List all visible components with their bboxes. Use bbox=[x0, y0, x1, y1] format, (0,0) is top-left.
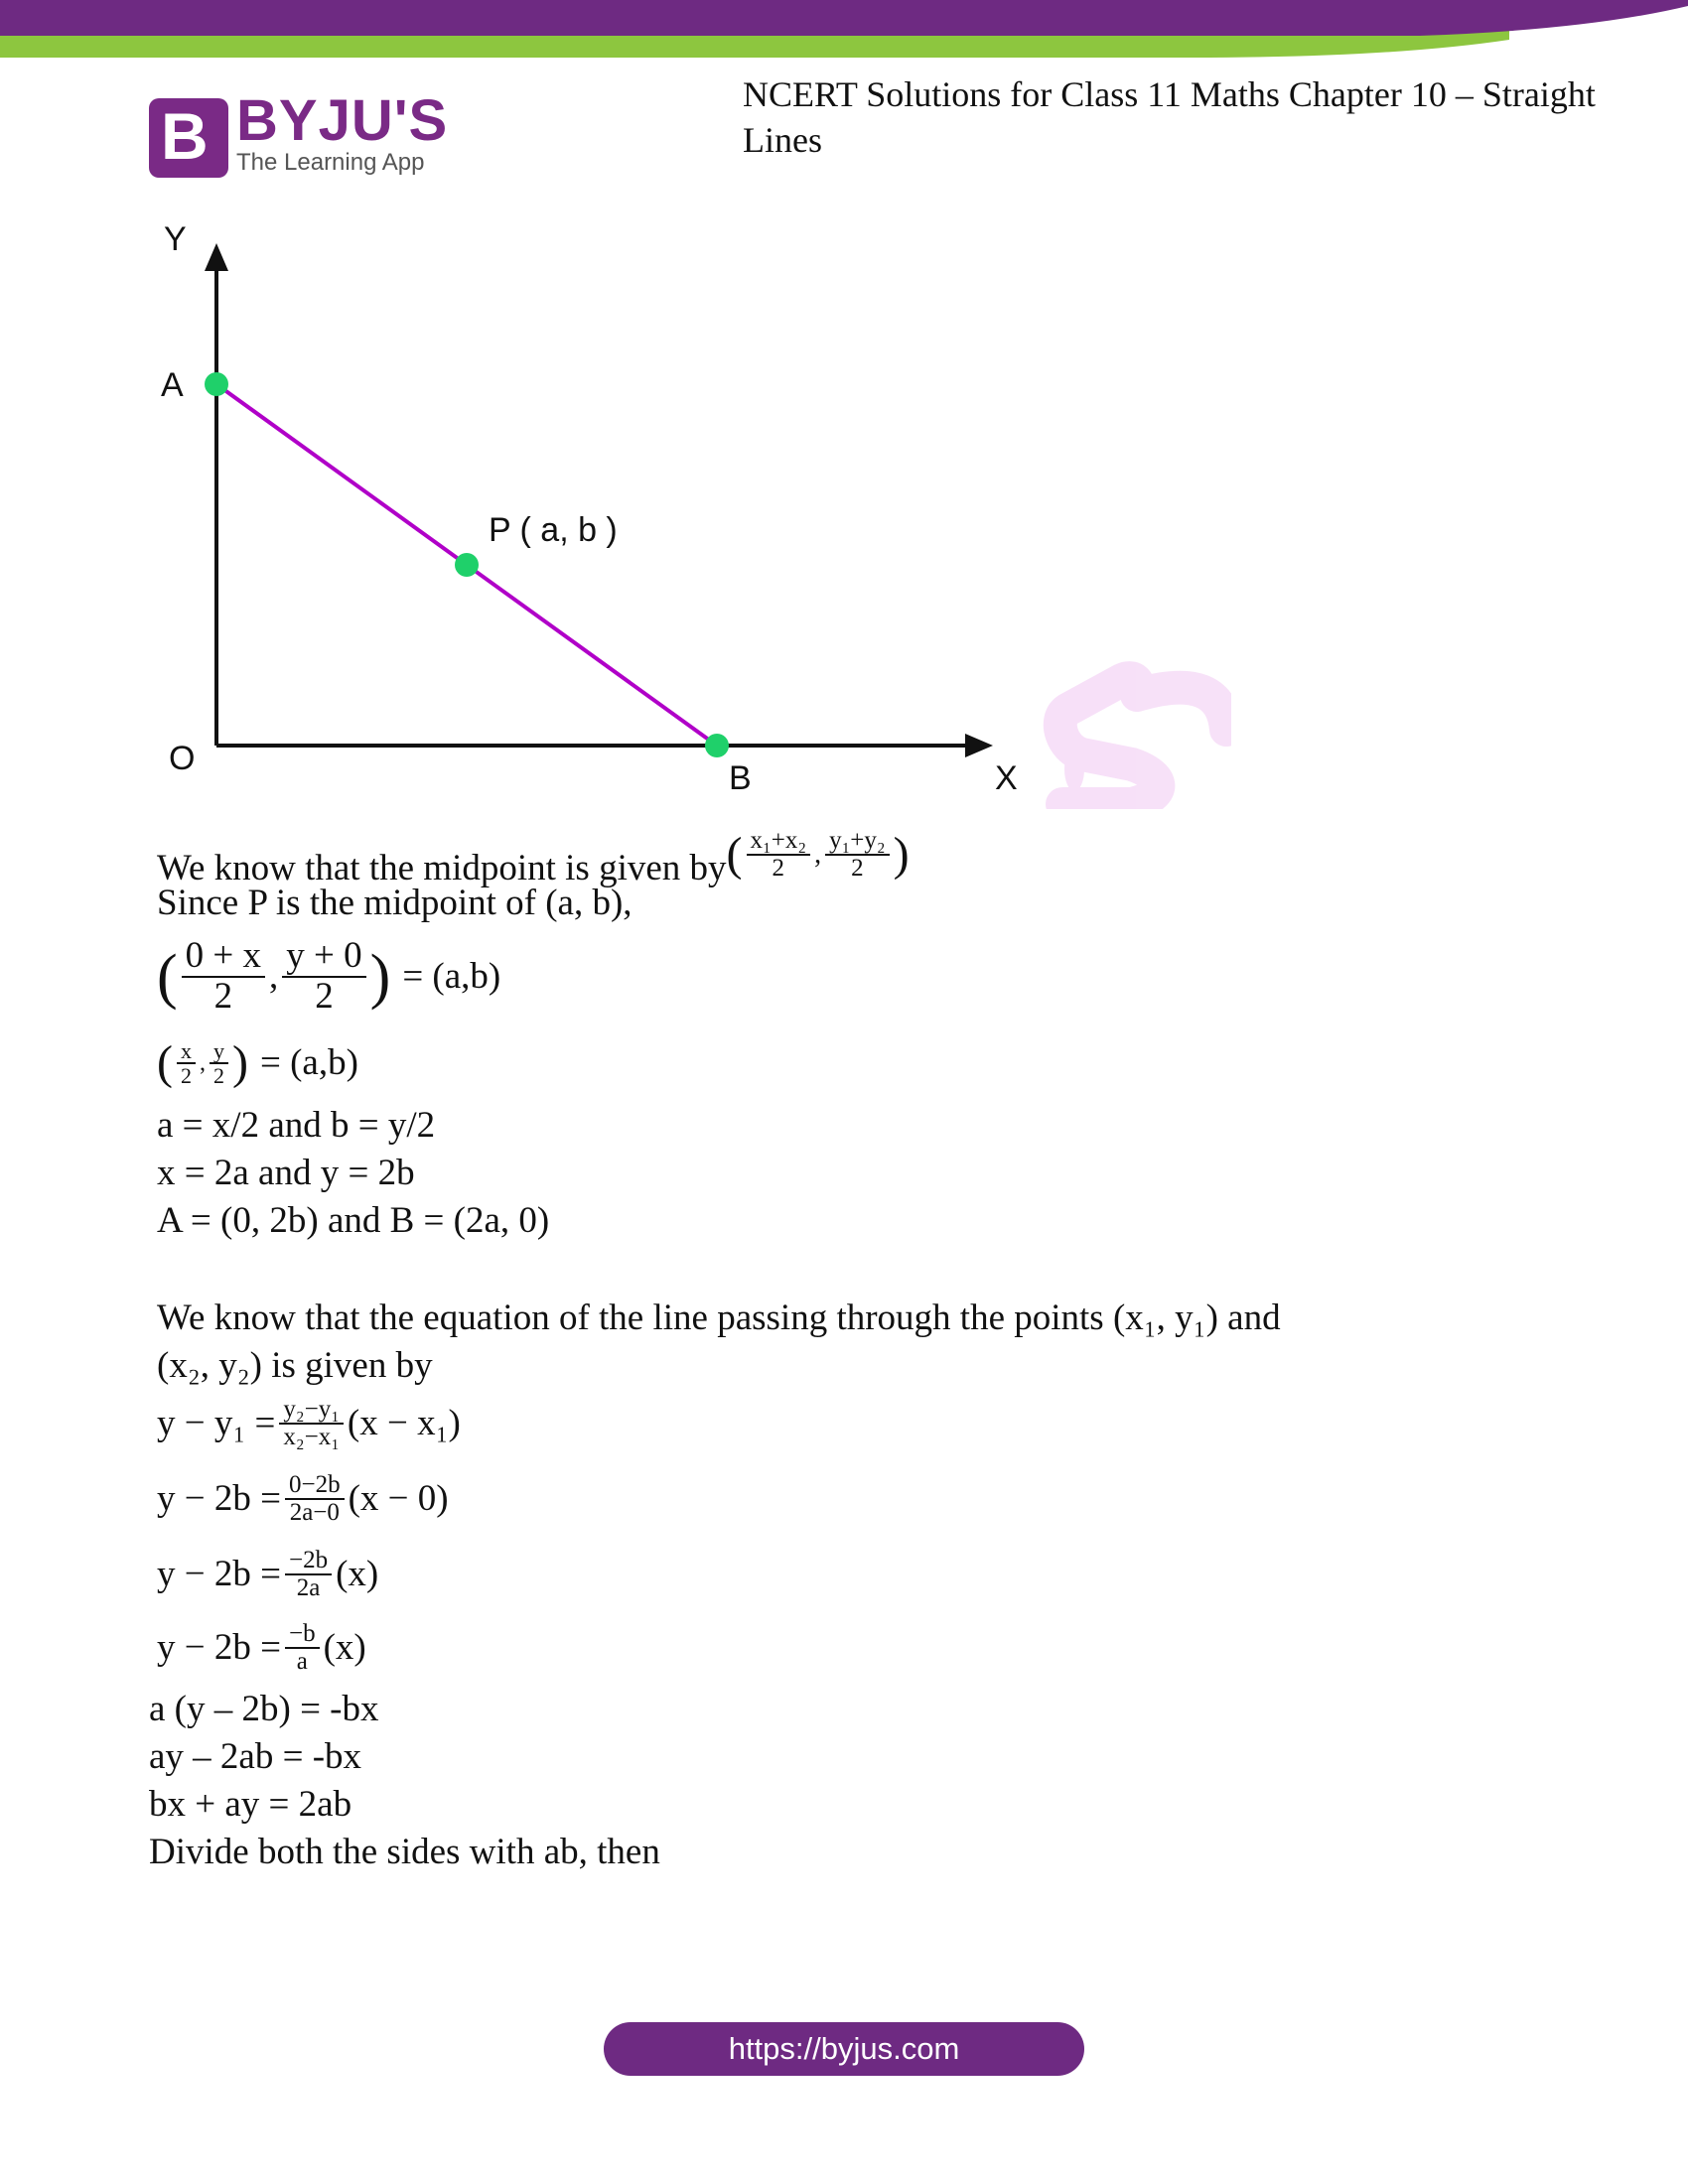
fraction-numerator: y bbox=[210, 1039, 228, 1064]
origin-label: O bbox=[169, 740, 196, 777]
step-2: ay – 2ab = -bx bbox=[149, 1736, 362, 1777]
logo-mark bbox=[149, 98, 228, 178]
open-paren: ( bbox=[726, 828, 743, 881]
equation-6-lhs: y − 2b = bbox=[157, 1627, 281, 1668]
equation-5-fraction bbox=[285, 1548, 332, 1602]
line-equation-intro-1: We know that the equation of the line passing through the points (x₁, y₁) and bbox=[157, 1297, 1281, 1338]
step-1: a (y – 2b) = -bx bbox=[149, 1689, 379, 1729]
equation-1 bbox=[157, 929, 500, 1024]
fraction-denominator: 2 bbox=[212, 1063, 224, 1088]
watermark bbox=[1060, 678, 1226, 804]
coordinate-figure bbox=[139, 213, 1231, 809]
equation-3-fraction bbox=[279, 1397, 344, 1451]
point-p-label: P ( a, b ) bbox=[489, 511, 618, 549]
midpoint-y-fraction bbox=[825, 828, 890, 883]
point-p bbox=[455, 553, 479, 577]
step-4: Divide both the sides with ab, then bbox=[149, 1832, 660, 1872]
equation-2-x-fraction bbox=[177, 1039, 196, 1087]
fraction-denominator: 2 bbox=[180, 1063, 192, 1088]
point-a-label: A bbox=[161, 366, 184, 404]
points-relation: A = (0, 2b) and B = (2a, 0) bbox=[157, 1200, 550, 1241]
equation-5 bbox=[157, 1539, 378, 1610]
close-paren: ) bbox=[369, 943, 391, 1011]
point-b-label: B bbox=[729, 759, 752, 797]
fraction-numerator: −2b bbox=[285, 1548, 332, 1575]
equation-5-rhs: (x) bbox=[336, 1554, 379, 1594]
x-axis-label: X bbox=[995, 759, 1018, 797]
fraction-numerator: x bbox=[177, 1039, 196, 1064]
brand-name: BYJU'S bbox=[236, 88, 449, 153]
y-axis-arrow-icon bbox=[205, 243, 228, 271]
equation-6 bbox=[157, 1612, 366, 1684]
comma: , bbox=[814, 839, 822, 870]
equation-4-rhs: (x − 0) bbox=[348, 1478, 449, 1519]
equation-3-rhs: (x − x₁) bbox=[347, 1403, 461, 1443]
comma: , bbox=[199, 1050, 206, 1076]
equation-4-fraction bbox=[285, 1472, 345, 1527]
equation-2 bbox=[157, 1030, 358, 1096]
fraction-numerator: 0−2b bbox=[285, 1472, 345, 1500]
y-axis-label: Y bbox=[164, 220, 187, 258]
fraction-denominator: a bbox=[296, 1648, 308, 1675]
step-3: bx + ay = 2ab bbox=[149, 1784, 352, 1825]
equation-1-x-fraction bbox=[182, 937, 265, 1017]
fraction-denominator: 2 bbox=[213, 976, 233, 1017]
brand-tagline: The Learning App bbox=[236, 149, 425, 176]
fraction-numerator: y₁+y₂ bbox=[825, 828, 890, 856]
equation-1-rhs: = (a,b) bbox=[402, 956, 501, 997]
close-paren: ) bbox=[231, 1036, 248, 1089]
equation-4-lhs: y − 2b = bbox=[157, 1478, 281, 1519]
point-a bbox=[205, 372, 228, 396]
equation-4 bbox=[157, 1463, 449, 1535]
equation-2-y-fraction bbox=[210, 1039, 228, 1087]
equation-3 bbox=[157, 1388, 461, 1459]
byjus-logo bbox=[149, 88, 449, 185]
fraction-denominator: 2 bbox=[772, 855, 785, 882]
logo-mark-letter: B bbox=[161, 99, 209, 173]
fraction-numerator: x₁+x₂ bbox=[747, 828, 811, 856]
point-b bbox=[705, 734, 729, 757]
fraction-denominator: 2a−0 bbox=[289, 1499, 340, 1526]
equation-5-lhs: y − 2b = bbox=[157, 1554, 281, 1594]
fraction-denominator: x₂−x₁ bbox=[283, 1424, 340, 1450]
line-equation-intro-2: (x₂, y₂) is given by bbox=[157, 1345, 433, 1386]
equation-1-y-fraction bbox=[282, 937, 365, 1017]
footer-url-button[interactable] bbox=[604, 2022, 1084, 2076]
open-paren: ( bbox=[157, 943, 178, 1011]
fraction-numerator: y + 0 bbox=[282, 937, 365, 978]
footer-url-link[interactable]: https://byjus.com bbox=[728, 2031, 960, 2066]
fraction-denominator: 2a bbox=[296, 1574, 321, 1601]
page-title: NCERT Solutions for Class 11 Maths Chapter 10 – Straight Lines bbox=[743, 74, 1596, 160]
x-axis-arrow-icon bbox=[965, 734, 993, 757]
top-banner bbox=[0, 0, 1688, 60]
x-y-relation: x = 2a and y = 2b bbox=[157, 1153, 415, 1193]
fraction-denominator: 2 bbox=[851, 855, 864, 882]
equation-2-rhs: = (a,b) bbox=[259, 1042, 358, 1083]
midpoint-intro-text: We know that the midpoint is given by bbox=[157, 848, 727, 888]
since-line: Since P is the midpoint of (a, b), bbox=[157, 883, 633, 923]
equation-6-fraction bbox=[285, 1621, 320, 1676]
close-paren: ) bbox=[893, 828, 910, 881]
fraction-numerator: 0 + x bbox=[182, 937, 265, 978]
open-paren: ( bbox=[157, 1036, 173, 1089]
fraction-numerator: −b bbox=[285, 1621, 320, 1649]
fraction-numerator: y₂−y₁ bbox=[279, 1397, 344, 1425]
a-b-relation: a = x/2 and b = y/2 bbox=[157, 1105, 436, 1146]
midpoint-x-fraction bbox=[747, 828, 811, 883]
equation-3-lhs: y − y₁ = bbox=[157, 1403, 276, 1443]
equation-6-rhs: (x) bbox=[323, 1627, 366, 1668]
comma: , bbox=[269, 956, 279, 997]
fraction-denominator: 2 bbox=[315, 976, 334, 1017]
